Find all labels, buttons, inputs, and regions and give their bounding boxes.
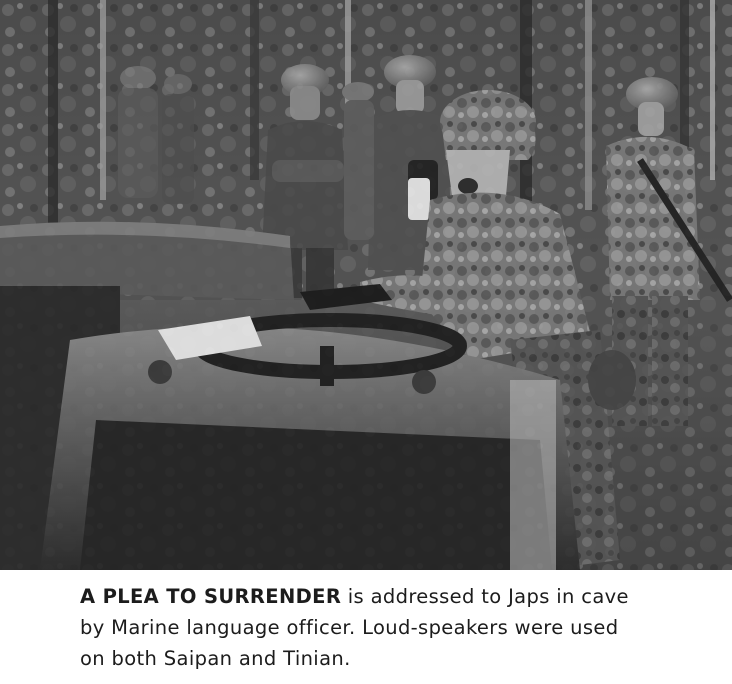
caption-lead: A PLEA TO SURRENDER	[80, 585, 342, 608]
caption-line-2: by Marine language officer. Loud-speakers were used	[80, 616, 619, 639]
photo-caption	[80, 581, 680, 674]
caption-line-3: on both Saipan and Tinian.	[80, 647, 351, 670]
caption-line-1-rest: is addressed to Japs in cave	[341, 585, 629, 608]
caption-line-1	[80, 581, 680, 612]
